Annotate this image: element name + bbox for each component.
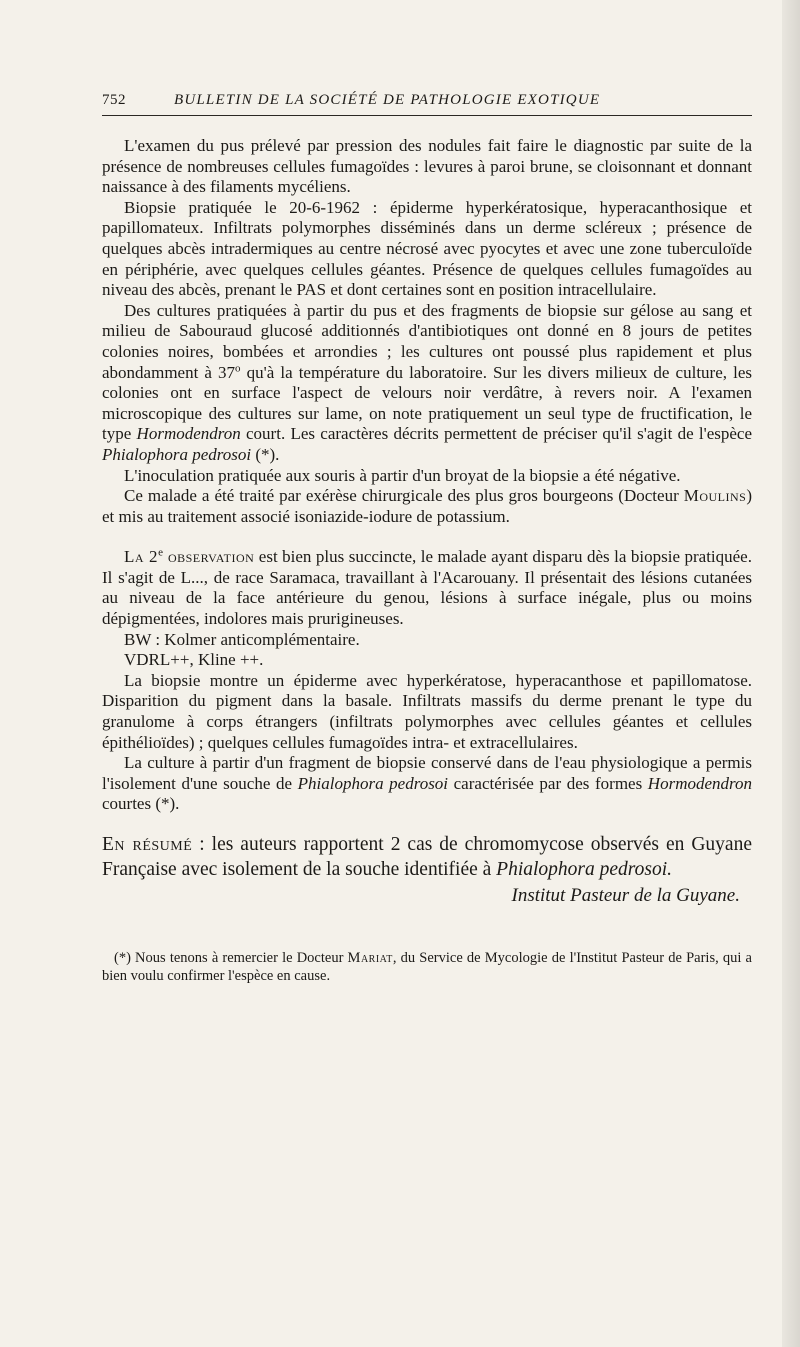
article-body: [102, 136, 752, 815]
institution-signature: Institut Pasteur de la Guyane.: [511, 885, 740, 906]
paragraph-bw: BW : Kolmer anticomplémentaire.: [124, 629, 360, 649]
section-gap: [102, 527, 752, 547]
text-segment: La culture à partir d'un fragment de biopsie conservé dans de l'eau physiologique a permis l'isolement d'une souche de: [102, 753, 752, 793]
text-segment: (*).: [251, 444, 280, 464]
text-segment: est bien plus succincte, le malade ayant disparu dès la biopsie pratiquée. Il s'agit de L..., de race Saramaca, travaillant à l'Acarouany. Il présentait des lésions cutanées au niveau de la face antérieure du genou, lésions à surface inégale, plus ou moins dépigmentées, indolores mais prurigineuses.: [102, 547, 752, 629]
journal-title: BULLETIN DE LA SOCIÉTÉ DE PATHOLOGIE EXOTIQUE: [174, 92, 601, 108]
text-segment: , du Service de Mycologie de l'Institut Pasteur de Paris, qui a bien voulu confirmer l'espèce en cause.: [102, 949, 752, 984]
paragraph-cultures: [102, 301, 752, 466]
summary-text: : les auteurs rapportent 2 cas de chromomycose observés en Guyane Française avec isolement de la souche identifiée à: [102, 834, 752, 880]
paragraph-pus-exam: L'examen du pus prélevé par pression des nodules fait faire le diagnostic par suite de la présence de nombreuses cellules fumagoïdes : levures à paroi brune, se cloisonnant et donnant naissance à des filaments mycéliens.: [102, 136, 752, 197]
paragraph-second-observation: [102, 547, 752, 629]
species-name: Phialophora pedrosoi: [102, 444, 252, 464]
text-segment: ) et mis au traitement associé isoniazide-iodure de potassium.: [102, 486, 752, 526]
footnote-text: [102, 949, 752, 986]
observation-heading-word: observation: [162, 547, 255, 567]
text-segment: court. Les caractères décrits permettent de préciser qu'il s'agit de l'espèce: [240, 424, 752, 444]
paragraph-treatment: [102, 486, 752, 527]
journal-page: [102, 92, 752, 986]
genus-name: Hormodendron: [136, 424, 241, 444]
text-segment: (*) Nous tenons à remercier le Docteur: [114, 949, 348, 966]
paragraph-biopsy-2: La biopsie montre un épiderme avec hyperkératose, hyperacanthose et papillomatose. Disparition du pigment dans la basale. Infiltrats massifs du derme prenant le type du granulome à corps étrangers (infiltrats polymorphes avec cellules géantes et cellules épithélioïdes) ; quelques cellules fumagoïdes intra- et extracellulaires.: [102, 670, 752, 752]
doctor-name: Mariat: [347, 949, 393, 966]
paragraph-vdrl: VDRL++, Kline ++.: [124, 650, 264, 670]
summary-paragraph: [102, 833, 752, 882]
text-segment: qu'à la température du laboratoire. Sur les divers milieux de culture, les colonies ont en surface l'aspect de velours noir verdâtre, à revers noir. A l'examen microscopique des cultures sur lame, on note pratiquement un seul type de fructification, le type: [102, 362, 752, 444]
paragraph-culture-2: [102, 753, 752, 815]
running-head: [102, 92, 752, 116]
text-segment: courtes (*).: [102, 794, 180, 814]
summary-species: Phialophora pedrosoi.: [496, 858, 673, 880]
page-edge-shadow: [782, 0, 800, 1347]
observation-heading: La 2: [124, 547, 159, 567]
paragraph-biopsy: Biopsie pratiquée le 20-6-1962 : épiderme hyperkératosique, hyperacanthosique et papillomateux. Infiltrats polymorphes disséminés dans un derme scléreux ; présence de quelques abcès intradermiques au centre nécrosé avec pyocytes et avec une zone tuberculoïde en périphérie, avec quelques cellules géantes. Présence de quelques cellules fumagoïdes au niveau des abcès, prenant le PAS et dont certaines sont en position intracellulaire.: [102, 197, 752, 300]
paragraph-inoculation: L'inoculation pratiquée aux souris à partir d'un broyat de la biopsie a été négative.: [124, 465, 681, 485]
text-segment: Des cultures pratiquées à partir du pus et des fragments de biopsie sur gélose au sang et milieu de Sabouraud glucosé additionnés d'antibiotiques ont donné en 8 jours de petites colonies noires, bombées et arrondies ; les cultures ont poussé plus rapidement et plus abondamment à 37: [102, 300, 752, 382]
summary-lead: En résumé: [102, 834, 193, 855]
summary-section: [102, 833, 752, 909]
text-segment: Ce malade a été traité par exérèse chirurgicale des plus gros bourgeons (Docteur: [124, 486, 684, 506]
species-name: Phialophora pedrosoi: [297, 773, 449, 793]
ordinal-superscript: e: [158, 546, 163, 559]
genus-name: Hormodendron: [647, 773, 752, 793]
page-number: 752: [102, 92, 126, 108]
degree-superscript: o: [235, 361, 241, 374]
footnote: [102, 949, 752, 986]
doctor-name: Moulins: [683, 486, 747, 506]
text-segment: caractérisée par des formes: [448, 773, 648, 793]
